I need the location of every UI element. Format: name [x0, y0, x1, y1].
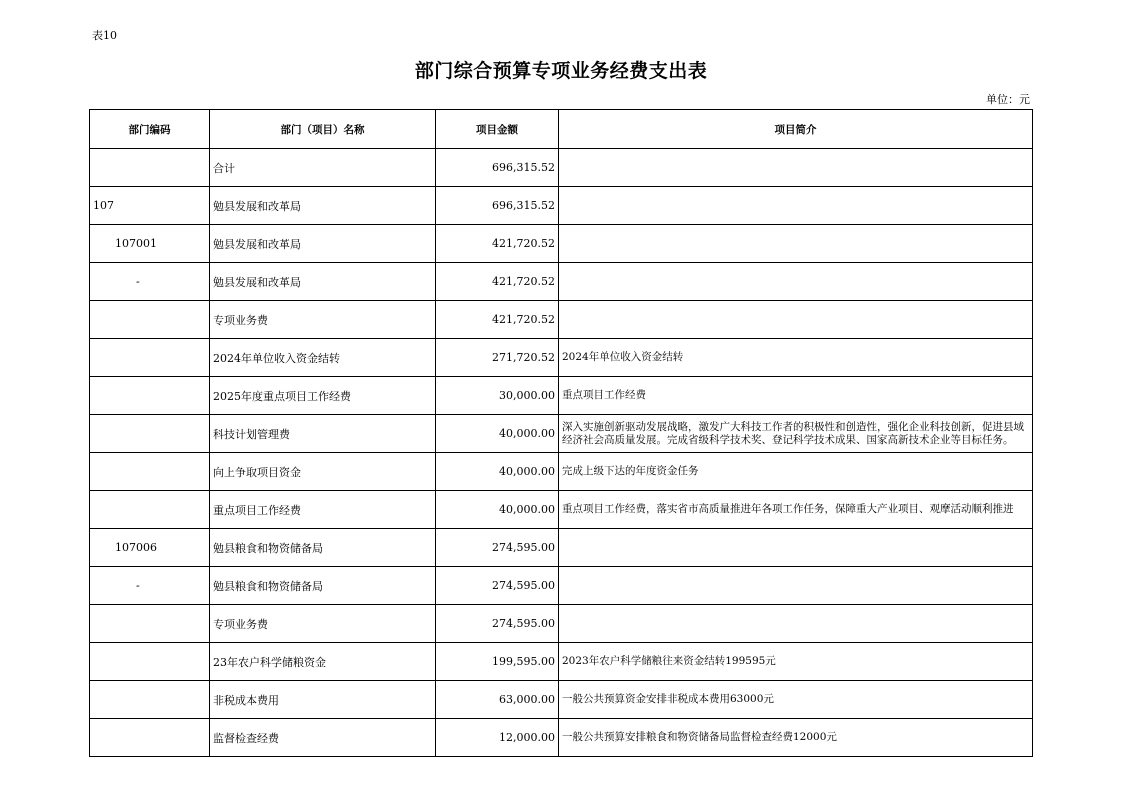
header-dept-code: 部门编码: [90, 110, 210, 149]
cell-amount: 696,315.52: [436, 187, 559, 225]
cell-dept-name: 勉县粮食和物资储备局: [210, 529, 436, 567]
cell-dept-name: 2024年单位收入资金结转: [210, 339, 436, 377]
budget-table: [89, 109, 1033, 757]
cell-amount: 271,720.52: [436, 339, 559, 377]
table-row: [90, 263, 1033, 301]
table-header-row: [90, 110, 1033, 149]
cell-description: [559, 529, 1033, 567]
table-row: [90, 187, 1033, 225]
header-dept-name: 部门（项目）名称: [210, 110, 436, 149]
cell-dept-code: [90, 415, 210, 453]
cell-description: [559, 187, 1033, 225]
cell-dept-name: 科技计划管理费: [210, 415, 436, 453]
header-amount: 项目金额: [436, 110, 559, 149]
table-row: [90, 149, 1033, 187]
cell-dept-code: [90, 339, 210, 377]
table-row: [90, 643, 1033, 681]
cell-description: 2024年单位收入资金结转: [559, 339, 1033, 377]
cell-amount: 12,000.00: [436, 719, 559, 757]
cell-description: 一般公共预算资金安排非税成本费用63000元: [559, 681, 1033, 719]
cell-dept-code: [90, 719, 210, 757]
cell-dept-code: -: [90, 263, 210, 301]
cell-description: 完成上级下达的年度资金任务: [559, 453, 1033, 491]
cell-dept-name: 勉县发展和改革局: [210, 263, 436, 301]
cell-dept-code: [90, 301, 210, 339]
cell-dept-name: 专项业务费: [210, 301, 436, 339]
table-row: [90, 415, 1033, 453]
cell-dept-code: [90, 643, 210, 681]
cell-description: 重点项目工作经费: [559, 377, 1033, 415]
page-title: 部门综合预算专项业务经费支出表: [414, 60, 708, 82]
cell-dept-code: 107006: [90, 529, 210, 567]
cell-dept-name: 重点项目工作经费: [210, 491, 436, 529]
cell-dept-code: 107: [90, 187, 210, 225]
header-description: 项目简介: [559, 110, 1033, 149]
cell-description: [559, 149, 1033, 187]
cell-description: 一般公共预算安排粮食和物资储备局监督检查经费12000元: [559, 719, 1033, 757]
cell-amount: 40,000.00: [436, 453, 559, 491]
table-row: [90, 529, 1033, 567]
cell-description: [559, 605, 1033, 643]
cell-dept-code: [90, 149, 210, 187]
table-row: [90, 301, 1033, 339]
cell-description: [559, 225, 1033, 263]
cell-description: 深入实施创新驱动发展战略，激发广大科技工作者的积极性和创造性，强化企业科技创新，促进县域经济社会高质量发展。完成省级科学技术奖、登记科学技术成果、国家高新技术企业等目标任务。: [559, 415, 1033, 453]
cell-dept-name: 合计: [210, 149, 436, 187]
table-row: [90, 377, 1033, 415]
cell-amount: 421,720.52: [436, 225, 559, 263]
cell-description: [559, 301, 1033, 339]
table-row: [90, 491, 1033, 529]
cell-description: [559, 567, 1033, 605]
cell-amount: 63,000.00: [436, 681, 559, 719]
cell-amount: 40,000.00: [436, 491, 559, 529]
table-row: [90, 605, 1033, 643]
table-row: [90, 567, 1033, 605]
table-row: [90, 225, 1033, 263]
cell-dept-code: [90, 377, 210, 415]
cell-amount: 421,720.52: [436, 301, 559, 339]
unit-label: 单位：元: [986, 93, 1030, 106]
cell-dept-name: 非税成本费用: [210, 681, 436, 719]
cell-amount: 274,595.00: [436, 605, 559, 643]
cell-dept-name: 勉县粮食和物资储备局: [210, 567, 436, 605]
table-row: [90, 339, 1033, 377]
cell-amount: 40,000.00: [436, 415, 559, 453]
cell-description: [559, 263, 1033, 301]
cell-dept-code: 107001: [90, 225, 210, 263]
cell-dept-name: 勉县发展和改革局: [210, 225, 436, 263]
cell-dept-code: [90, 453, 210, 491]
table-row: [90, 681, 1033, 719]
cell-dept-name: 向上争取项目资金: [210, 453, 436, 491]
cell-dept-name: 监督检查经费: [210, 719, 436, 757]
cell-dept-code: [90, 681, 210, 719]
cell-amount: 274,595.00: [436, 529, 559, 567]
cell-amount: 421,720.52: [436, 263, 559, 301]
cell-dept-code: [90, 491, 210, 529]
table-row: [90, 719, 1033, 757]
cell-description: 2023年农户科学储粮往来资金结转199595元: [559, 643, 1033, 681]
cell-amount: 30,000.00: [436, 377, 559, 415]
sheet-label: 表10: [92, 29, 117, 42]
cell-dept-name: 2025年度重点项目工作经费: [210, 377, 436, 415]
cell-dept-name: 专项业务费: [210, 605, 436, 643]
table-row: [90, 453, 1033, 491]
cell-dept-code: [90, 605, 210, 643]
cell-dept-code: -: [90, 567, 210, 605]
cell-description: 重点项目工作经费，落实省市高质量推进年各项工作任务，保障重大产业项目、观摩活动顺利推进: [559, 491, 1033, 529]
cell-dept-name: 23年农户科学储粮资金: [210, 643, 436, 681]
cell-amount: 696,315.52: [436, 149, 559, 187]
cell-amount: 274,595.00: [436, 567, 559, 605]
cell-dept-name: 勉县发展和改革局: [210, 187, 436, 225]
table-body: [90, 149, 1033, 757]
cell-amount: 199,595.00: [436, 643, 559, 681]
